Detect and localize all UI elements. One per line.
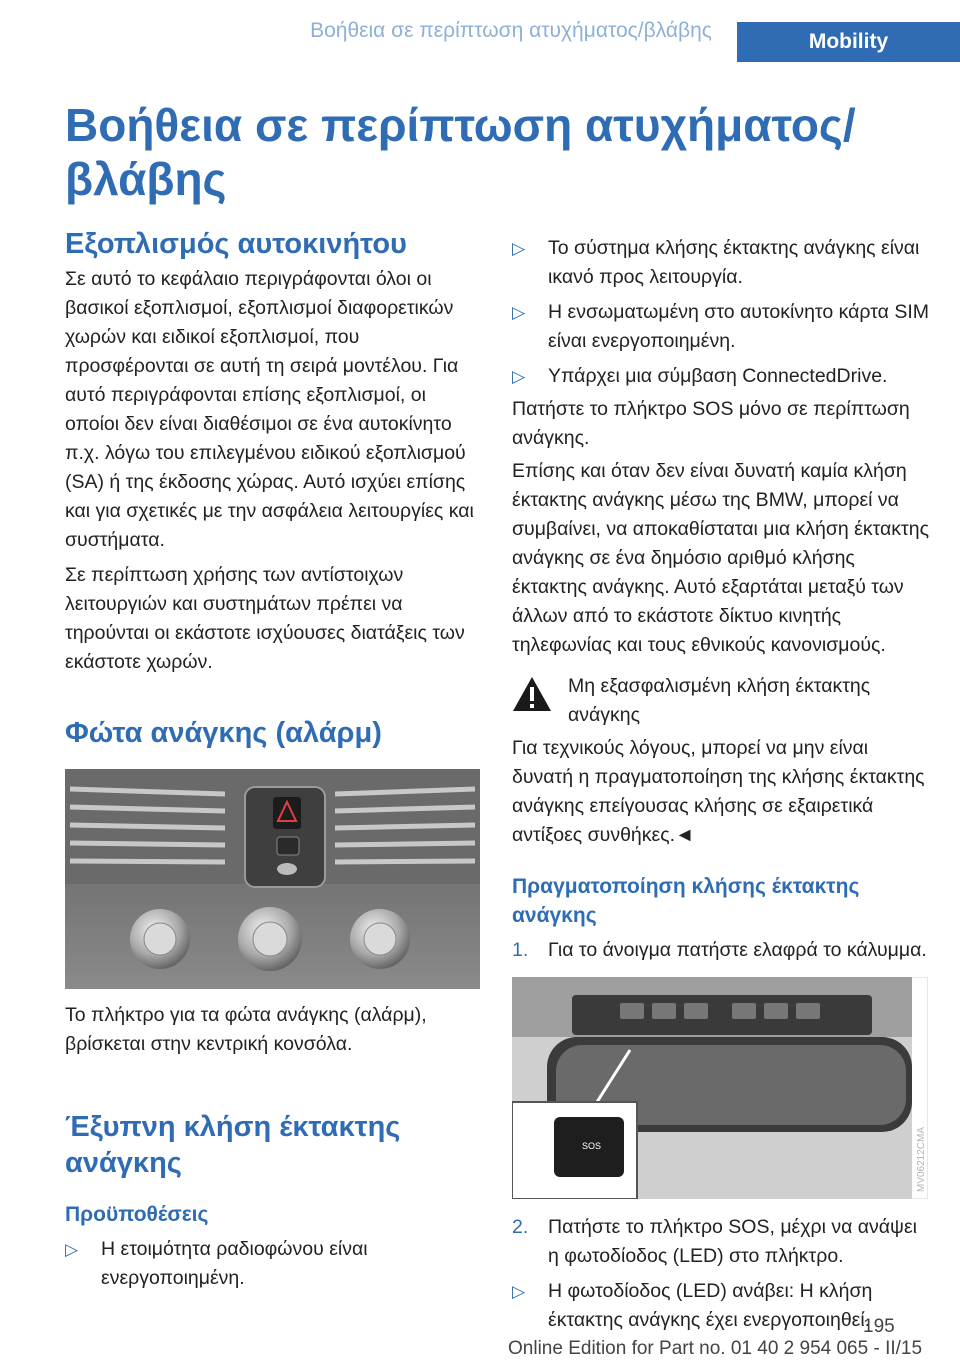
step-text: Πατήστε το πλήκτρο SOS, μέχρι να ανάψει η φωτοδίοδος (LED) στο πλήκτρο. bbox=[548, 1216, 917, 1267]
hazard-caption: Το πλήκτρο για τα φώτα ανάγκης (αλάρμ), βρίσκεται στην κεντρική κονσόλα. bbox=[65, 1004, 427, 1055]
bullet-text: Η φωτοδίοδος (LED) ανάβει: Η κλήση έκτακτης ανάγκης έχει ενεργοποιηθεί. bbox=[548, 1280, 873, 1331]
bullet-triangle-icon: ▷ bbox=[512, 239, 526, 258]
paragraph-sos-only: Πατήστε το πλήκτρο SOS μόνο σε περίπτωση ανάγκης. bbox=[512, 398, 910, 449]
bullet-text: Υπάρχει μια σύμβαση ConnectedDrive. bbox=[548, 365, 888, 387]
paragraph-country-rules: Σε περίπτωση χρήσης των αντίστοιχων λειτουργιών και συστημάτων πρέπει να τηρούνται οι εκάστοτε ισχύουσες διατάξεις των εκάστοτε χωρών. bbox=[65, 564, 465, 673]
warning-title: Μη εξασφαλισμένη κλήση έκτακτης ανάγκης bbox=[568, 675, 871, 726]
warning-triangle-icon bbox=[512, 676, 552, 712]
heading-hazard-lights: Φώτα ανάγκης (αλάρμ) bbox=[65, 717, 382, 749]
bullet-triangle-icon: ▷ bbox=[512, 1282, 526, 1301]
bullet-triangle-icon: ▷ bbox=[65, 1240, 79, 1259]
step-1 bbox=[512, 936, 932, 965]
heading-emergency-call: Έξυπνη κλήση έκτακτης ανάγκης bbox=[65, 1111, 401, 1179]
step-text: Για το άνοιγμα πατήστε ελαφρά το κάλυμμα. bbox=[548, 939, 927, 961]
heading-make-emergency-call: Πραγματοποίηση κλήσης έκτακτης ανάγκης bbox=[512, 875, 860, 927]
list-item bbox=[512, 298, 932, 356]
bullet-triangle-icon: ▷ bbox=[512, 303, 526, 322]
list-item bbox=[512, 362, 932, 391]
page-number: 195 bbox=[863, 1316, 895, 1337]
bullet-text: Η ενσωματωμένη στο αυτοκίνητο κάρτα SIM είναι ενεργοποιημένη. bbox=[548, 301, 929, 352]
sos-button-photo bbox=[512, 977, 932, 1199]
photo-code: MV06212CMA bbox=[916, 1126, 927, 1192]
page-header bbox=[0, 0, 960, 62]
step-number: 2. bbox=[512, 1216, 529, 1238]
bullet-text: Το σύστημα κλήσης έκτακτης ανάγκης είναι ικανό προς λειτουργία. bbox=[548, 237, 920, 288]
heading-prerequisites: Προϋποθέσεις bbox=[65, 1203, 209, 1226]
warning-text: Για τεχνικούς λόγους, μπορεί να μην είναι δυνατή η πραγματοποίηση της κλήσης έκτακτης ανάγκης επείγουσας κλήσης σε εξαιρετικά αντίξοες συνθήκες.◄ bbox=[512, 737, 925, 846]
sos-label: SOS bbox=[582, 1141, 602, 1151]
step-number: 1. bbox=[512, 939, 529, 961]
heading-vehicle-equipment: Εξοπλισμός αυτοκινήτου bbox=[65, 228, 407, 260]
list-item bbox=[65, 1235, 485, 1293]
page-title: Βοήθεια σε περίπτωση ατυχήματος/βλάβης bbox=[65, 99, 856, 205]
paragraph-equipment: Σε αυτό το κεφάλαιο περιγράφονται όλοι οι βασικοί εξοπλισμοί, εξοπλισμοί διαφορετικών χωρών και ειδικοί εξοπλισμοί, που προσφέρονται σε αυτή τη σειρά μοντέλου. Για αυτό περιγράφονται επίσης εξοπλισμοί, οι οποίοι δεν είναι διαθέσιμοι σε ένα αυτοκίνητο π.χ. λόγω του επιλεγμένου ειδικού εξοπλισμού (SA) ή της έκδοσης χώρας. Αυτό ισχύει επίσης και για σχετικές με την ασφάλεια λειτουργίες και συστήματα. bbox=[65, 268, 474, 551]
header-tab-mobility[interactable]: Mobility bbox=[737, 22, 960, 62]
hazard-button-photo bbox=[65, 769, 485, 989]
paragraph-public-number: Επίσης και όταν δεν είναι δυνατή καμία κλήση έκτακτης ανάγκης μέσω της BMW, μπορεί να συμβαίνει, να αποκαθίσταται μια κλήση έκτακτης ανάγκης σε ένα δημόσιο αριθμό κλήσης έκτακτης ανάγκης. Αυτό εξαρτάται μεταξύ των άλλων από το εκάστοτε δίκτυο κινητής τηλεφωνίας και τους εθνικούς κανονισμούς. bbox=[512, 460, 929, 656]
footer-edition: Online Edition for Part no. 01 40 2 954 065 - II/15 bbox=[508, 1338, 923, 1359]
bullet-text: Η ετοιμότητα ραδιοφώνου είναι ενεργοποιημένη. bbox=[101, 1238, 368, 1289]
bullet-triangle-icon: ▷ bbox=[512, 367, 526, 386]
right-column bbox=[512, 234, 932, 1335]
header-section-title: Βοήθεια σε περίπτωση ατυχήματος/βλάβης bbox=[310, 19, 712, 42]
step-2 bbox=[512, 1213, 932, 1271]
warning-box bbox=[512, 672, 932, 730]
left-column bbox=[65, 226, 485, 1293]
list-item bbox=[512, 234, 932, 292]
